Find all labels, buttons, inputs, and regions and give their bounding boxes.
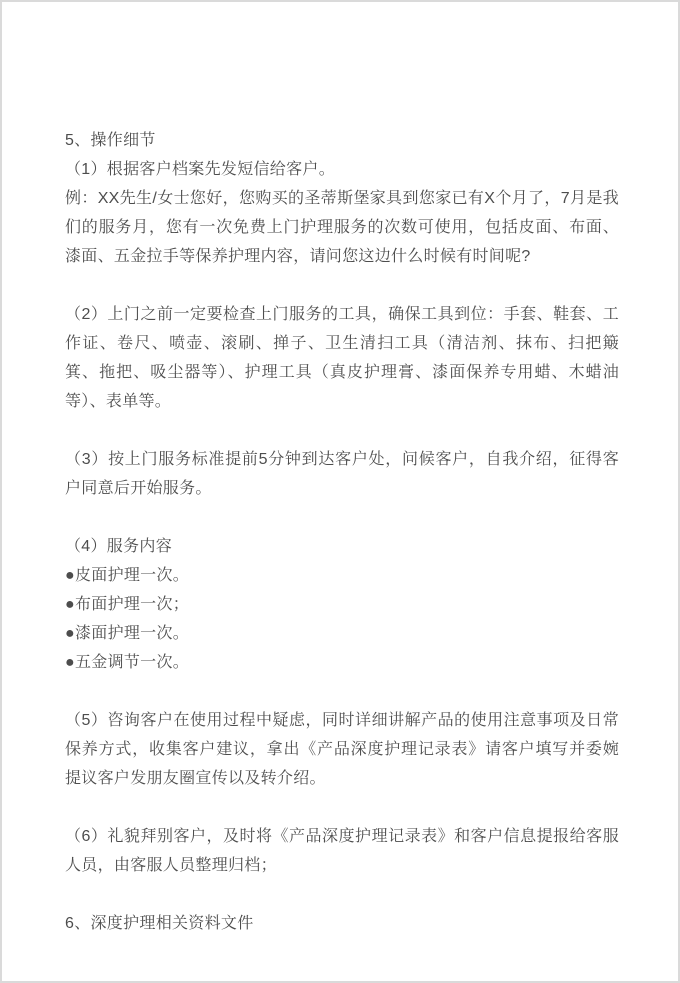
list-item: ●五金调节一次。 [65, 654, 190, 671]
item-1-title: （1）根据客户档案先发短信给客户。 [65, 161, 335, 178]
list-item: ●漆面护理一次。 [65, 625, 190, 642]
service-content-list [65, 561, 619, 677]
item-4-title: （4）服务内容 [65, 538, 172, 555]
document-content [2, 2, 678, 938]
item-1-example-paragraph: 例：XX先生/女士您好，您购买的圣蒂斯堡家具到您家已有X个月了，7月是我们的服务月，您有一次免费上门护理服务的次数可使用，包括皮面、布面、漆面、五金拉手等保养护理内容，请问您这边什么时候有时间呢? [65, 190, 619, 265]
item-2-paragraph: （2）上门之前一定要检查上门服务的工具，确保工具到位：手套、鞋套、工作证、卷尺、喷壶、滚刷、掸子、卫生清扫工具（清洁剂、抹布、扫把簸箕、拖把、吸尘器等）、护理工具（真皮护理膏、漆面保养专用蜡、木蜡油等）、表单等。 [65, 306, 619, 410]
list-item: ●皮面护理一次。 [65, 567, 190, 584]
section-6-heading: 6、深度护理相关资料文件 [65, 915, 254, 932]
section-5-heading: 5、操作细节 [65, 132, 156, 149]
list-item: ●布面护理一次； [65, 596, 190, 613]
item-6-paragraph: （6）礼貌拜别客户，及时将《产品深度护理记录表》和客户信息提报给客服人员，由客服人员整理归档； [65, 828, 619, 874]
item-5-paragraph: （5）咨询客户在使用过程中疑虑，同时详细讲解产品的使用注意事项及日常保养方式，收集客户建议，拿出《产品深度护理记录表》请客户填写并委婉提议客户发朋友圈宣传以及转介绍。 [65, 712, 619, 787]
item-3-paragraph: （3）按上门服务标准提前5分钟到达客户处，问候客户，自我介绍，征得客户同意后开始服务。 [65, 451, 619, 497]
